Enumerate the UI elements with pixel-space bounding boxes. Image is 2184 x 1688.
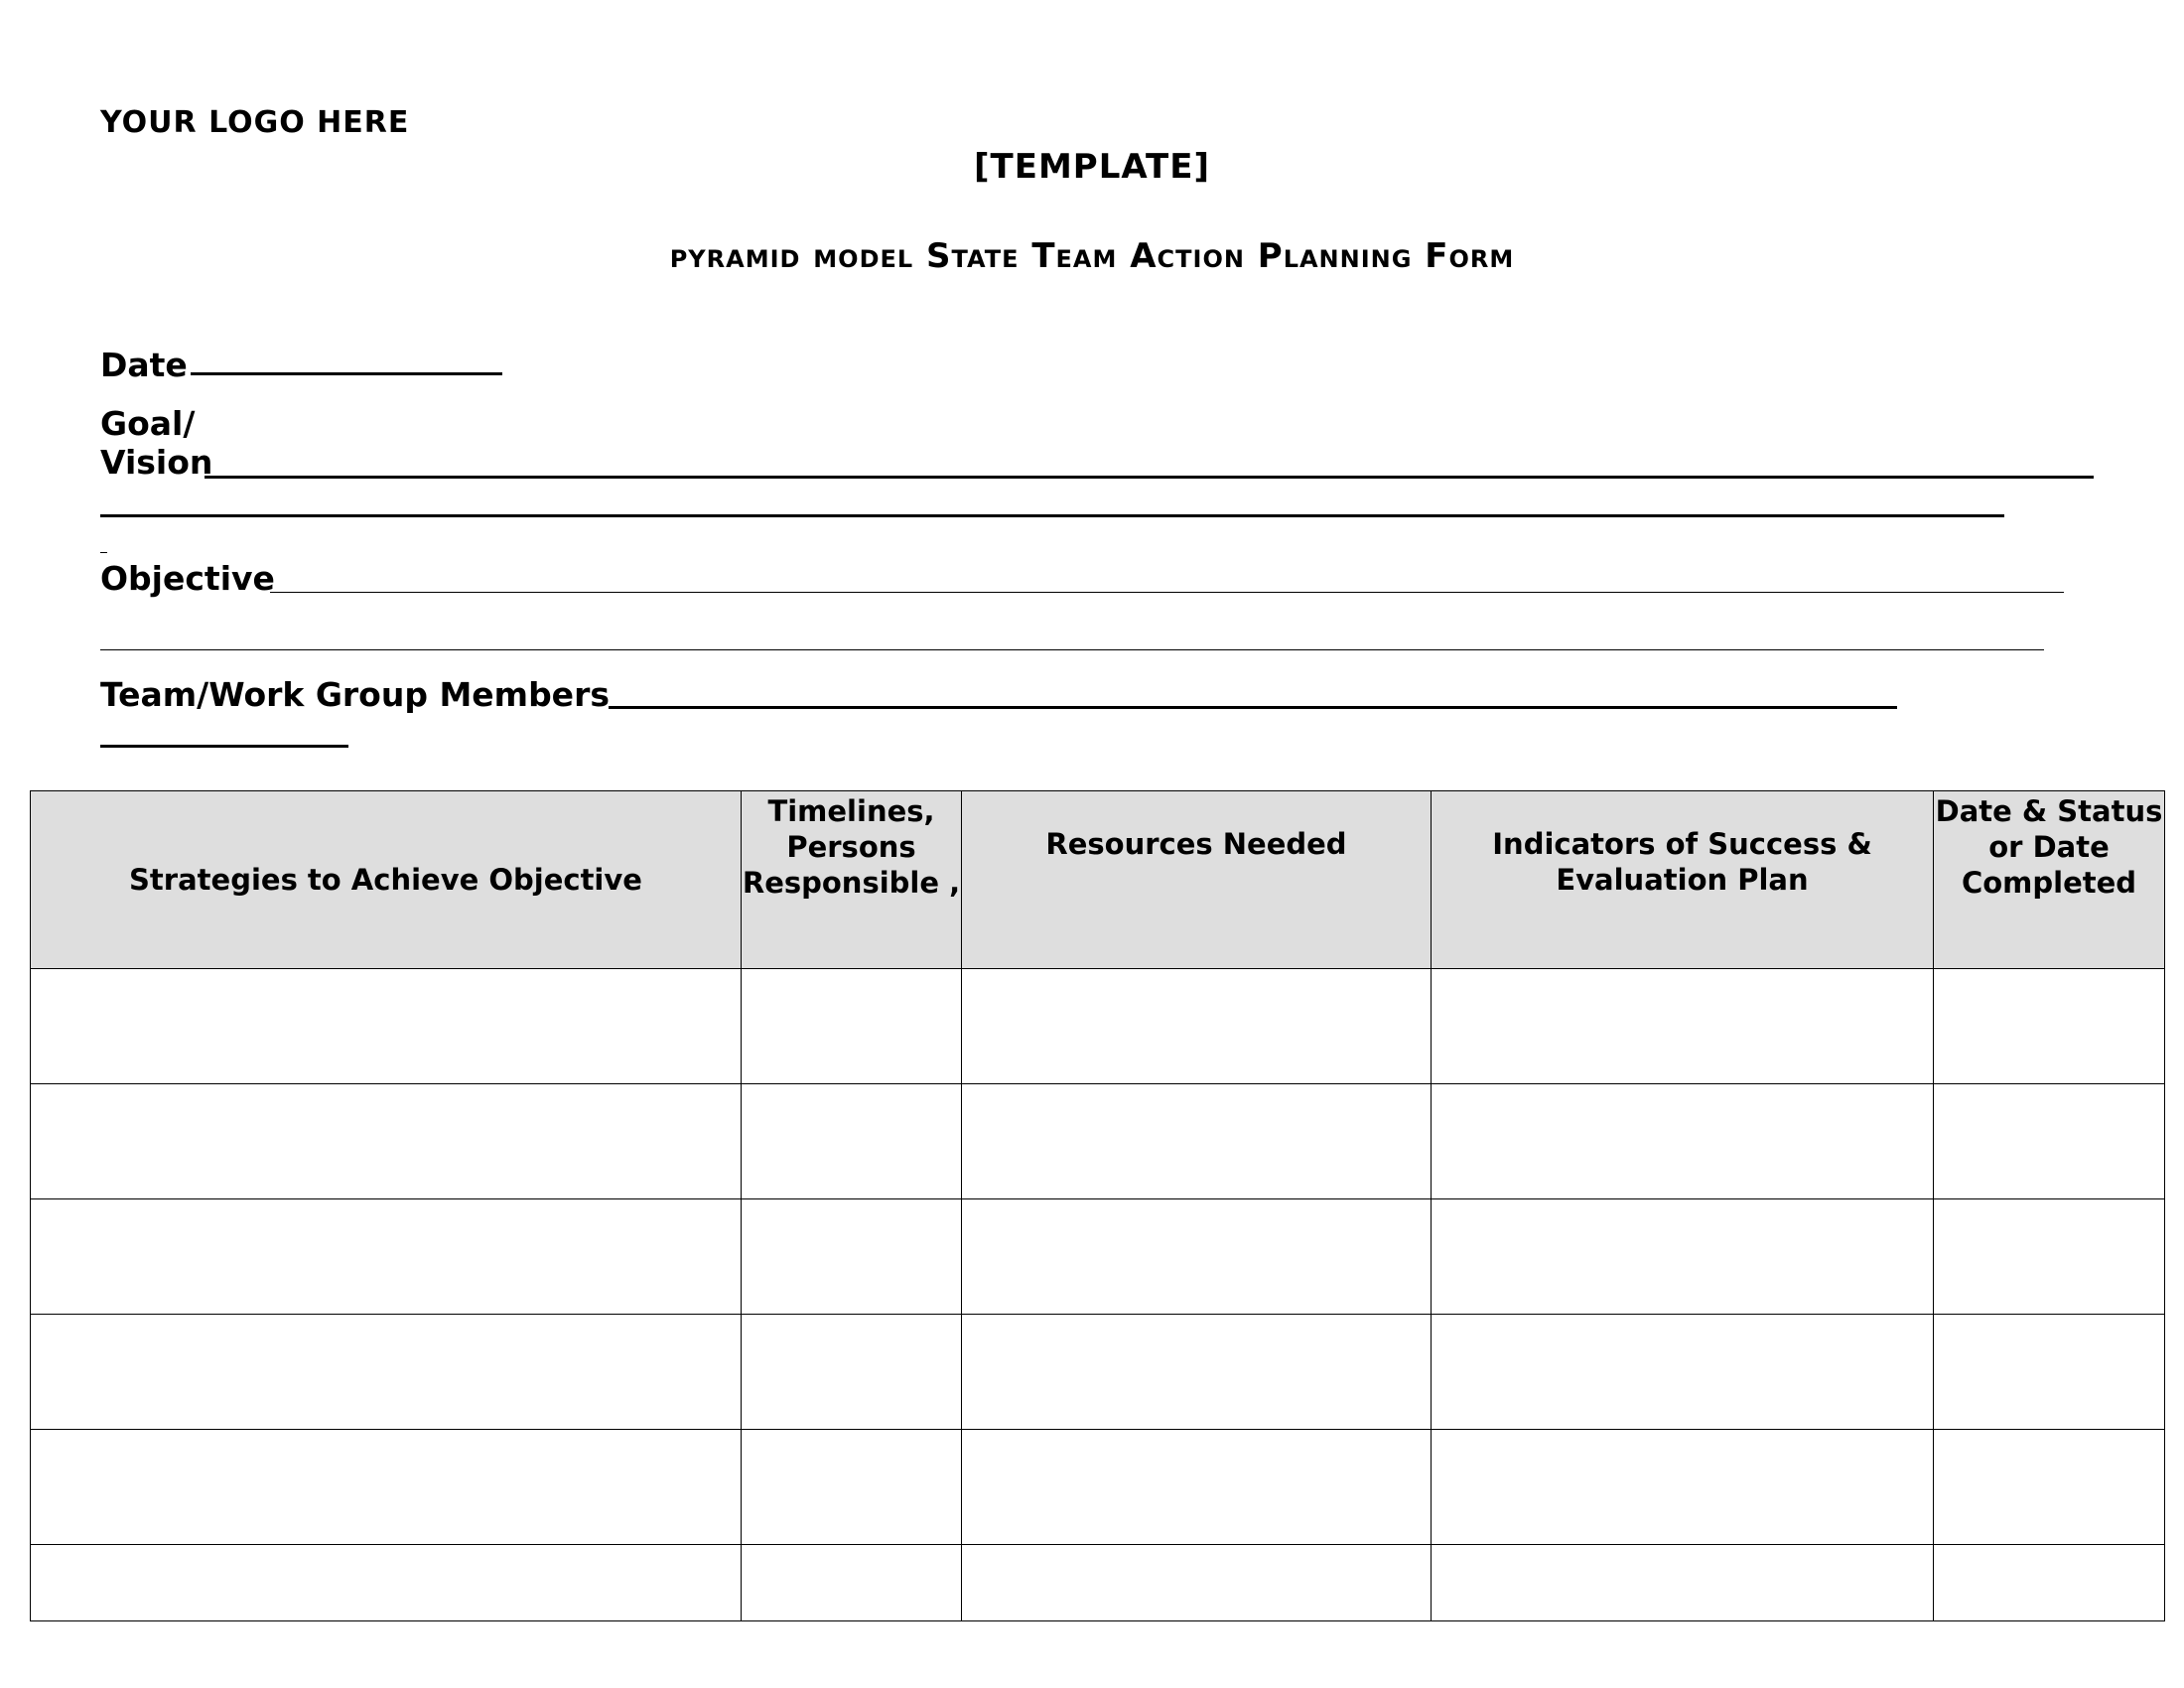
column-header-indicators: Indicators of Success & Evaluation Plan [1432,791,1934,969]
objective-field-line-2[interactable] [100,649,2044,650]
table-row [31,1199,2165,1315]
table-cell[interactable] [962,1084,1432,1199]
table-cell[interactable] [742,1430,962,1545]
table-cell[interactable] [1934,969,2165,1084]
table-cell[interactable] [31,969,742,1084]
table-cell[interactable] [742,1199,962,1315]
table-cell[interactable] [1432,1199,1934,1315]
table-cell[interactable] [962,1430,1432,1545]
table-row [31,1430,2165,1545]
objective-field[interactable] [270,592,2064,593]
table-cell[interactable] [31,1545,742,1621]
table-cell[interactable] [1934,1430,2165,1545]
goal-label: Goal/ [100,404,196,443]
table-row [31,1315,2165,1430]
table-cell[interactable] [1432,1545,1934,1621]
table-cell[interactable] [1934,1315,2165,1430]
table-row [31,1545,2165,1621]
table-cell[interactable] [962,969,1432,1084]
date-field[interactable] [191,372,502,375]
table-cell[interactable] [742,1315,962,1430]
stray-underscore [100,552,107,553]
table-cell[interactable] [742,1084,962,1199]
template-tag: [TEMPLATE] [973,147,1210,187]
form-title: pyramid model State Team Action Planning Form [669,236,1515,276]
column-header-date-status: Date & Status or Date Completed [1934,791,2165,969]
table-cell[interactable] [1934,1199,2165,1315]
table-cell[interactable] [31,1315,742,1430]
table-cell[interactable] [962,1545,1432,1621]
table-cell[interactable] [1934,1545,2165,1621]
table-cell[interactable] [962,1199,1432,1315]
table-cell[interactable] [1432,1084,1934,1199]
vision-label: Vision [100,443,213,482]
table-cell[interactable] [31,1199,742,1315]
table-cell[interactable] [1432,1315,1934,1430]
table-cell[interactable] [1432,969,1934,1084]
table-cell[interactable] [742,1545,962,1621]
table-row [31,969,2165,1084]
table-header-row [31,791,2165,969]
goal-vision-field-line-2[interactable] [100,514,2004,517]
date-label: Date [100,346,188,384]
team-members-field-line-2[interactable] [100,745,348,748]
action-plan-table [30,790,2165,1621]
column-header-timelines: Timelines, Persons Responsible , [742,791,962,969]
table-cell[interactable] [31,1430,742,1545]
team-members-label: Team/Work Group Members [100,675,610,714]
table-cell[interactable] [1432,1430,1934,1545]
column-header-strategies: Strategies to Achieve Objective [31,791,742,969]
table-cell[interactable] [1934,1084,2165,1199]
team-members-field[interactable] [609,706,1897,709]
table-cell[interactable] [742,969,962,1084]
goal-vision-field[interactable] [205,476,2094,479]
table-row [31,1084,2165,1199]
column-header-resources: Resources Needed [962,791,1432,969]
table-cell[interactable] [962,1315,1432,1430]
objective-label: Objective [100,559,275,598]
logo-placeholder: YOUR LOGO HERE [100,105,410,140]
table-cell[interactable] [31,1084,742,1199]
